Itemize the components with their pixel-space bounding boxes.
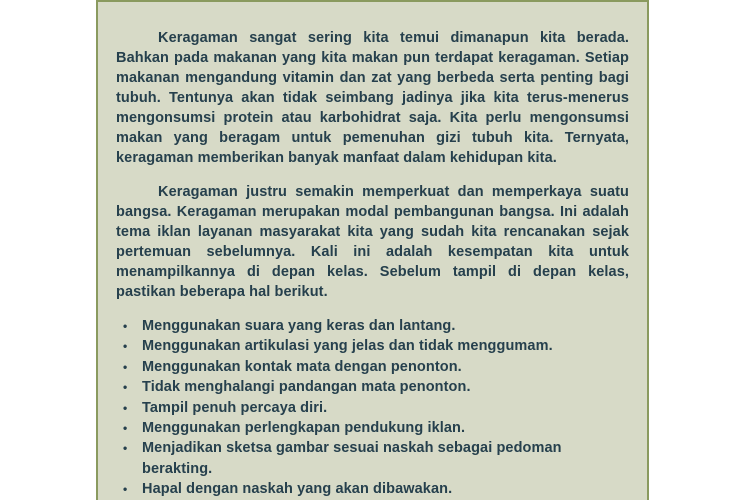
list-item-text: Hapal dengan naskah yang akan dibawakan.	[142, 481, 453, 498]
bullet-icon: •	[123, 441, 128, 456]
list-item	[116, 316, 629, 336]
bullet-icon: •	[123, 359, 128, 374]
paragraph-keragaman-intro: Keragaman sangat sering kita temui dimanapun kita berada. Bahkan pada makanan yang kita makan pun terdapat keragaman. Setiap makanan mengandung vitamin dan zat yang berbeda serta penting bagi tubuh. Tentunya akan tidak seimbang jadinya jika kita terus-menerus mengonsumsi protein atau karbohidrat saja. Kita perlu mengonsumsi makan yang beragam untuk pemenuhan gizi tubuh kita. Ternyata, keragaman memberikan banyak manfaat dalam kehidupan kita.	[116, 30, 629, 166]
list-item-text: Menjadikan sketsa gambar sesuai naskah sebagai pedoman berakting.	[142, 440, 562, 477]
list-item	[116, 479, 629, 499]
list-item	[116, 336, 629, 356]
list-item	[116, 357, 629, 377]
list-item	[116, 377, 629, 397]
list-item-text: Menggunakan artikulasi yang jelas dan tidak menggumam.	[142, 338, 553, 355]
paragraph-keragaman-bangsa: Keragaman justru semakin memperkuat dan memperkaya suatu bangsa. Keragaman merupakan modal pembangunan bangsa. Ini adalah tema iklan layanan masyarakat kita yang sudah kita rencanakan sejak pertemuan sebelumnya. Kali ini adalah kesempatan kita untuk menampilkannya di depan kelas. Sebelum tampil di depan kelas, pastikan beberapa hal berikut.	[116, 184, 629, 300]
list-item-text: Tampil penuh percaya diri.	[142, 399, 328, 416]
bullet-icon: •	[123, 319, 128, 333]
reading-passage-panel	[96, 0, 649, 500]
list-item	[116, 438, 629, 479]
presentation-checklist	[116, 316, 629, 500]
list-item	[116, 398, 629, 418]
list-item-text: Menggunakan perlengkapan pendukung iklan.	[142, 420, 466, 437]
list-item-text: Tidak menghalangi pandangan mata penonton.	[142, 379, 471, 396]
list-item-text: Menggunakan suara yang keras dan lantang.	[142, 318, 456, 334]
bullet-icon: •	[123, 400, 128, 415]
bullet-icon: •	[123, 421, 128, 436]
list-item	[116, 418, 629, 438]
bullet-icon: •	[123, 339, 128, 354]
bullet-icon: •	[123, 482, 128, 497]
bullet-icon: •	[123, 380, 128, 395]
list-item-text: Menggunakan kontak mata dengan penonton.	[142, 358, 462, 375]
